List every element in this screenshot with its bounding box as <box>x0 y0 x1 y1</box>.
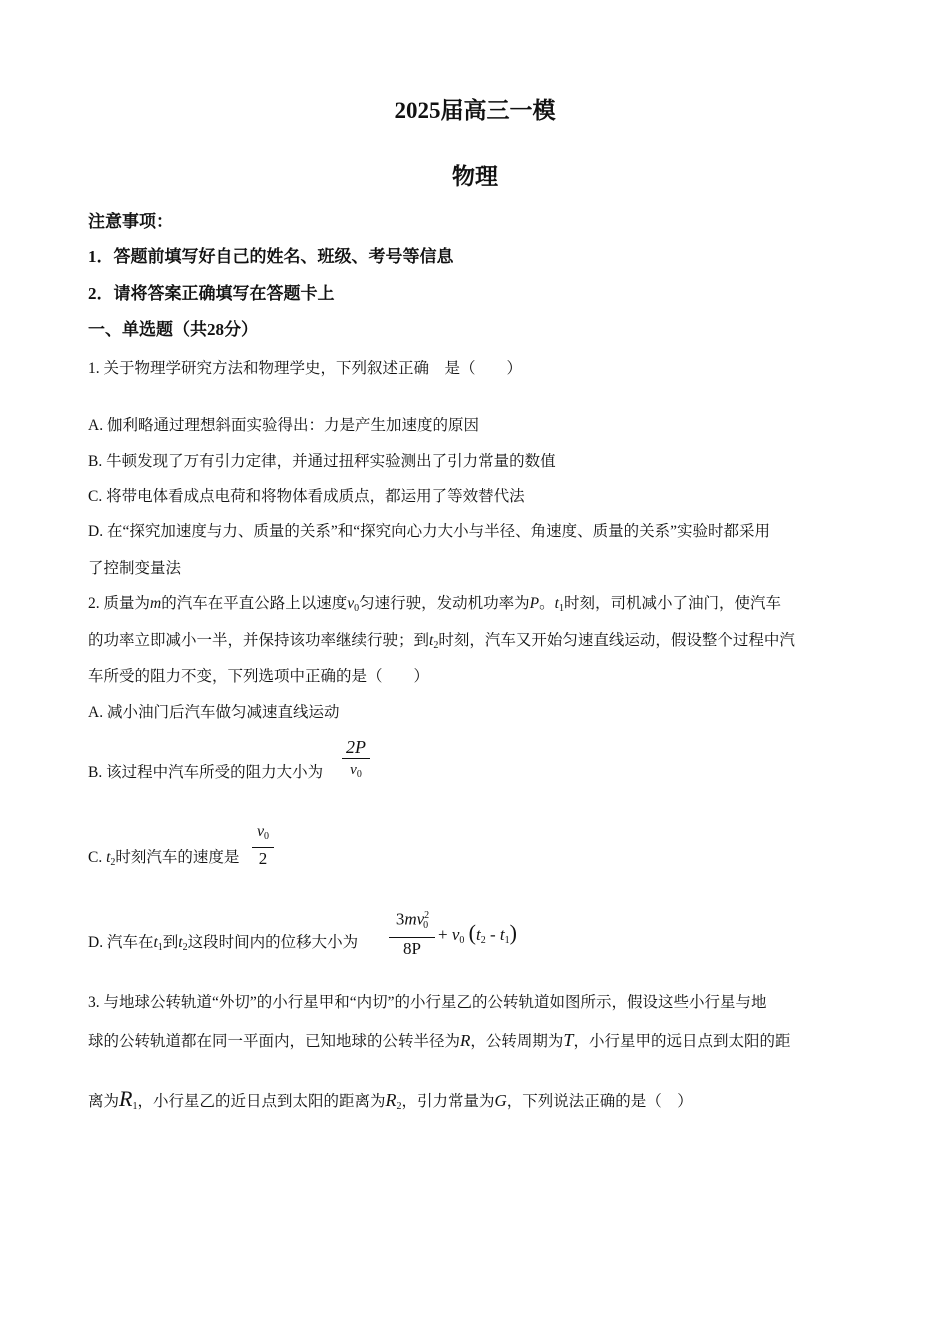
q3-stem-line-1: 3. 与地球公转轨道“外切”的小行星甲和“内切”的小行星乙的公转轨道如图所示，假设这些小行星与地 <box>88 994 767 1011</box>
q2-option-d-fraction: $3mv^2_0$ 8P <box>389 905 435 960</box>
q2-stem-line-1: 2. 质量为m的汽车在平直公路上以速度$v_0$匀速行驶，发动机功率为P。$t_1$时刻，司机减小了油门，使汽车 <box>88 595 781 614</box>
section-heading: 一、单选题（共28分） <box>88 320 258 339</box>
q1-option-d: D. 在“探究加速度与力、质量的关系”和“探究向心力大小与半径、角速度、质量的关系”实验时都采用 <box>88 523 770 540</box>
q2-option-d-expression: + $v_0$ $(t_2 - t_1)$ <box>438 920 517 946</box>
q2-option-c: C. $t_2$时刻汽车的速度是 <box>88 849 240 868</box>
q1-option-b: B. 牛顿发现了万有引力定律，并通过扭秤实验测出了引力常量的数值 <box>88 453 556 470</box>
q2-option-b-fraction: 2P $v_0$ <box>342 736 370 786</box>
q3-stem-line-2: 球的公转轨道都在同一平面内，已知地球的公转半径为R，公转周期为T，小行星甲的远日点到太阳的距 <box>88 1030 791 1050</box>
q2-option-c-fraction: $v_0$ 2 <box>252 822 274 870</box>
q1-option-d-cont: 了控制变量法 <box>88 560 182 577</box>
q1-option-c: C. 将带电体看成点电荷和将物体看成质点，都运用了等效替代法 <box>88 488 525 505</box>
notice-item-2: 2．请将答案正确填写在答题卡上 <box>88 284 335 303</box>
q2-option-d: D. 汽车在$t_1$到$t_2$这段时间内的位移大小为 <box>88 934 359 953</box>
q1-option-a: A. 伽利略通过理想斜面实验得出：力是产生加速度的原因 <box>88 417 479 434</box>
q2-option-a: A. 减小油门后汽车做匀减速直线运动 <box>88 704 340 721</box>
q1-stem: 1. 关于物理学研究方法和物理学史，下列叙述正确 是（ ） <box>88 360 523 377</box>
q2-option-b: B. 该过程中汽车所受的阻力大小为 <box>88 764 324 781</box>
notice-heading: 注意事项： <box>88 212 173 231</box>
q3-stem-line-3: 离为$R_1$，小行星乙的近日点到太阳的距离为$R_2$，引力常量为G，下列说法正确的是（ ） <box>88 1086 693 1112</box>
exam-title: 2025届高三一模 <box>394 98 556 123</box>
q2-stem-line-2: 的功率立即减小一半，并保持该功率继续行驶；到$t_2$时刻，汽车又开始匀速直线运动，假设整个过程中汽 <box>88 632 795 651</box>
q2-stem-line-3: 车所受的阻力不变，下列选项中正确的是（ ） <box>88 668 430 685</box>
subject-title: 物理 <box>452 164 498 189</box>
notice-item-1: 1．答题前填写好自己的姓名、班级、考号等信息 <box>88 247 454 266</box>
